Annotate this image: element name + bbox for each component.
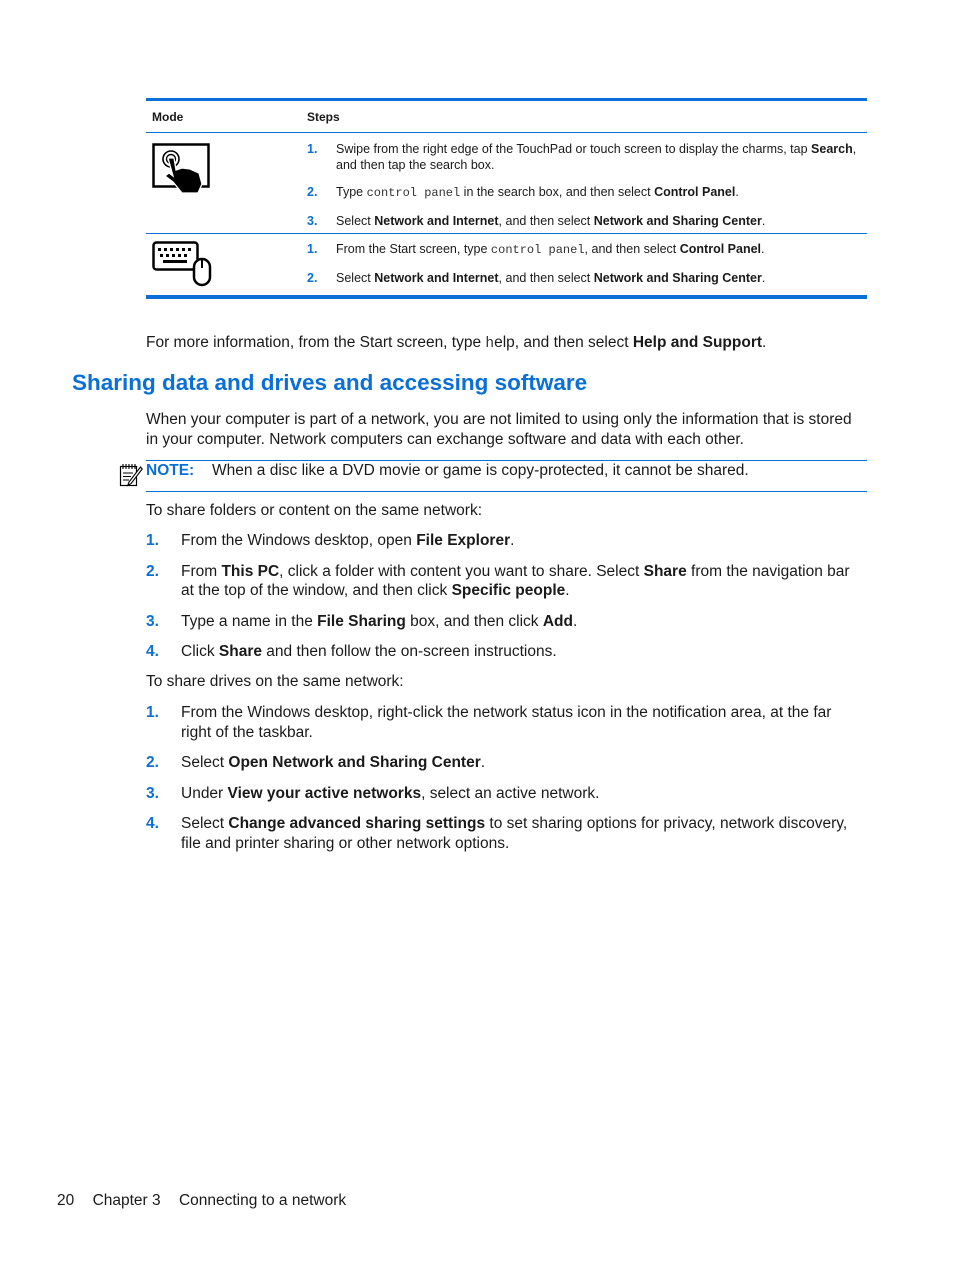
step-number: 4. — [146, 815, 159, 832]
bold-term: Control Panel — [654, 185, 736, 199]
bold-term: File Explorer — [416, 532, 511, 549]
list-item — [146, 753, 860, 773]
list-item — [146, 531, 860, 551]
list-item — [307, 213, 867, 229]
step-text: Under View your active networks, select an active network. — [181, 784, 600, 802]
share-folders-steps — [146, 531, 860, 662]
list-item — [146, 814, 860, 853]
bold-term: Add — [542, 612, 573, 630]
step-number: 2. — [146, 754, 159, 771]
step-number: 1. — [146, 532, 159, 549]
bold-term: Network and Internet — [374, 214, 499, 228]
bold-term: This PC — [221, 562, 280, 580]
keyboard-mouse-icon — [152, 241, 214, 287]
header-steps: Steps — [307, 110, 340, 124]
step-number: 3. — [307, 214, 318, 228]
step-text: From the Windows desktop, open File Explorer. — [181, 532, 515, 549]
page-number: 20 — [57, 1192, 75, 1209]
bold-term: Change advanced sharing settings — [228, 815, 486, 832]
list-item — [307, 141, 867, 173]
bold-term: View your active networks — [227, 784, 422, 802]
code-text: control panel — [366, 186, 461, 200]
note-callout — [146, 460, 867, 492]
bold-term: Control Panel — [679, 242, 762, 256]
table-row — [146, 133, 867, 234]
step-number: 1. — [307, 142, 318, 156]
bold-term: Network and Sharing Center — [593, 271, 762, 285]
table-bottom-rule — [146, 295, 867, 299]
keyboard-steps-list — [307, 241, 867, 286]
step-text: Select Network and Internet, and then select Network and Sharing Center. — [336, 271, 766, 285]
step-number: 2. — [146, 562, 159, 580]
table-row — [146, 234, 867, 295]
step-text: Select Open Network and Sharing Center. — [181, 754, 486, 771]
step-text: Click Share and then follow the on-screen instructions. — [181, 643, 557, 660]
list-item — [146, 642, 860, 662]
bold-term: Network and Sharing Center — [593, 214, 762, 228]
list-item — [146, 784, 860, 804]
bold-term: File Sharing — [317, 612, 406, 630]
header-mode: Mode — [152, 110, 184, 124]
code-text: control panel — [490, 243, 585, 257]
step-number: 3. — [146, 612, 159, 630]
list-item — [146, 562, 860, 601]
list-item — [307, 270, 867, 286]
bold-term: Open Network and Sharing Center — [228, 754, 481, 771]
step-number: 2. — [307, 271, 318, 285]
step-text: Type a name in the File Sharing box, and then click Add. — [181, 612, 578, 630]
step-text: From the Windows desktop, right-click the network status icon in the notification area, at the far right of the taskbar. — [181, 704, 832, 741]
bold-term: Help and Support — [632, 334, 763, 351]
page-footer — [57, 1192, 360, 1210]
list-item — [307, 184, 867, 201]
note-text: When a disc like a DVD movie or game is copy-protected, it cannot be shared. — [212, 462, 749, 479]
bold-term: Network and Internet — [374, 271, 499, 285]
step-number: 1. — [307, 242, 318, 256]
list-item — [307, 241, 867, 258]
step-number: 4. — [146, 643, 159, 660]
step-text: From the Start screen, type control panel, and then select Control Panel. — [336, 242, 765, 257]
bold-term: Share — [218, 643, 262, 660]
bold-term: Specific people — [451, 582, 566, 599]
bold-term: Search — [811, 142, 853, 156]
note-pad-icon — [119, 462, 143, 488]
section-intro-paragraph: When your computer is part of a network, you are not limited to using only the information that is stored in your computer. Network computers can exchange software and data with each other. — [146, 411, 852, 448]
step-number: 2. — [307, 185, 318, 199]
drives-lead: To share drives on the same network: — [146, 673, 404, 690]
mode-steps-table — [146, 98, 867, 299]
help-info-paragraph: For more information, from the Start screen, type help, and then select Help and Support. — [146, 334, 767, 352]
touch-steps-list — [307, 141, 867, 229]
section-title: Sharing data and drives and accessing software — [72, 370, 588, 395]
note-label: NOTE: — [146, 462, 195, 479]
bold-term: Share — [643, 562, 687, 580]
share-drives-steps — [146, 703, 860, 853]
code-text: h — [485, 336, 495, 352]
footer-chapter: Chapter 3 — [92, 1192, 161, 1209]
step-text: Select Network and Internet, and then select Network and Sharing Center. — [336, 214, 766, 228]
step-number: 3. — [146, 784, 159, 802]
footer-chapter-title: Connecting to a network — [178, 1192, 347, 1209]
list-item — [146, 703, 860, 742]
step-text: Select Change advanced sharing settings to set sharing options for privacy, network discovery, file and printer sharing or other network options. — [181, 815, 848, 852]
table-header-row — [146, 101, 867, 133]
step-text: From This PC, click a folder with content you want to share. Select Share from the navigation bar at the top of the window, and then click Specific people. — [181, 562, 850, 599]
step-text: Swipe from the right edge of the TouchPad or touch screen to display the charms, tap Search, and then tap the search box. — [336, 142, 857, 172]
list-item — [146, 612, 860, 632]
step-text: Type control panel in the search box, and then select Control Panel. — [336, 185, 739, 200]
touch-gesture-icon — [152, 143, 212, 195]
folders-lead: To share folders or content on the same network: — [146, 502, 483, 519]
step-number: 1. — [146, 704, 159, 721]
